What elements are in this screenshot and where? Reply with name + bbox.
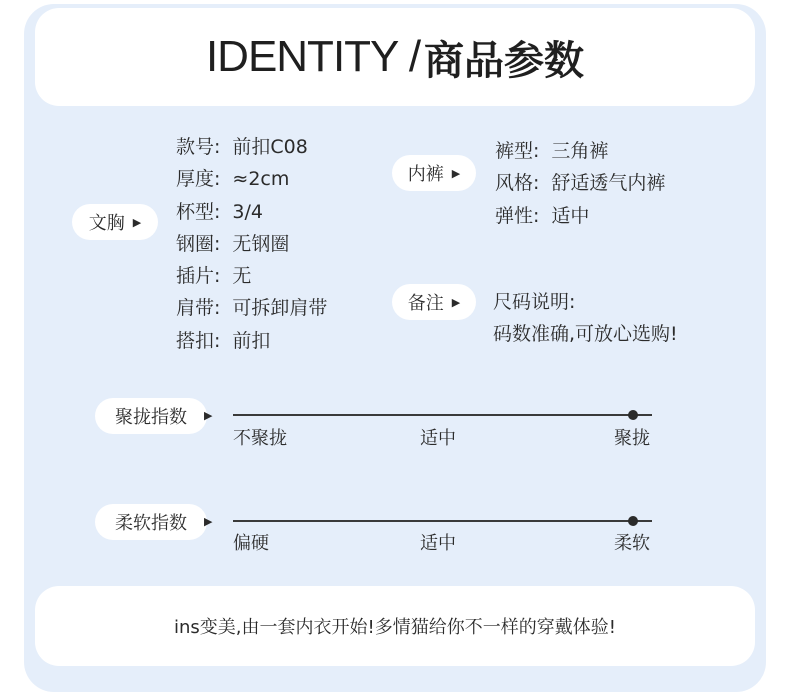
spec-key: 款号: <box>176 136 221 158</box>
spec-value: 无 <box>232 265 252 288</box>
play-arrow-icon: ▶ <box>132 215 142 229</box>
gather-index-track <box>233 414 652 416</box>
page-title-en: IDENTITY / <box>205 32 421 81</box>
softness-index-tag <box>95 504 207 540</box>
bra-spec-row <box>176 163 327 195</box>
spec-key: 插片: <box>176 265 221 288</box>
page-title-zh: 商品参数 <box>424 37 585 84</box>
spec-value: 舒适透气内裤 <box>551 172 666 195</box>
spec-key: 裤型: <box>495 140 540 162</box>
gather-index-label: 聚拢指数 <box>115 407 187 428</box>
spec-key: 钢圈: <box>176 232 221 255</box>
play-arrow-icon: ▶ <box>204 409 213 422</box>
spec-value: 无钢圈 <box>232 232 290 255</box>
softness-index-marker <box>628 516 638 526</box>
spec-value: 三角裤 <box>551 140 609 162</box>
notes-tag <box>392 284 476 320</box>
softness-index-track <box>233 520 652 522</box>
bra-spec-row <box>176 325 327 357</box>
panties-tag-label: 内裤 <box>407 164 444 185</box>
panties-spec-row <box>495 200 665 232</box>
spec-key: 风格: <box>495 172 540 195</box>
gather-index-marker <box>628 410 638 420</box>
play-arrow-icon: ▶ <box>451 166 461 180</box>
bra-tag <box>72 204 158 240</box>
bra-tag-label: 文胸 <box>88 213 125 234</box>
bra-spec-row <box>176 131 327 163</box>
gather-high-label: 聚拢 <box>614 428 650 449</box>
spec-value: ≈2cm <box>232 168 290 191</box>
softness-mid-label: 适中 <box>420 533 456 554</box>
play-arrow-icon: ▶ <box>451 295 461 309</box>
spec-key: 杯型: <box>176 200 221 223</box>
spec-key: 肩带: <box>176 297 221 320</box>
softness-high-label: 柔软 <box>614 533 650 554</box>
bra-spec-row <box>176 228 327 260</box>
bra-spec-row <box>176 196 327 228</box>
softness-low-label: 偏硬 <box>233 533 269 554</box>
footer-slogan: ins变美,由一套内衣开始!多情猫给你不一样的穿戴体验! <box>174 617 616 638</box>
bra-spec-row <box>176 260 327 292</box>
play-arrow-icon: ▶ <box>204 515 213 528</box>
title-card <box>35 8 755 106</box>
notes-text <box>493 286 678 350</box>
footer-card <box>35 586 755 666</box>
notes-tag-label: 备注 <box>407 293 444 314</box>
panties-spec-row <box>495 167 665 199</box>
spec-value: 前扣 <box>232 329 271 352</box>
size-note-body: 码数准确,可放心选购! <box>493 323 678 345</box>
gather-mid-label: 适中 <box>420 428 456 449</box>
spec-value: 适中 <box>551 204 590 227</box>
spec-key: 弹性: <box>495 204 540 227</box>
softness-index-label: 柔软指数 <box>115 513 187 534</box>
spec-key: 厚度: <box>176 168 221 191</box>
bra-spec-row <box>176 292 327 324</box>
size-note-heading: 尺码说明: <box>493 291 576 313</box>
spec-key: 搭扣: <box>176 329 221 352</box>
bra-spec-list <box>176 131 327 357</box>
spec-value: 前扣C08 <box>232 136 308 158</box>
panties-spec-list <box>495 135 665 232</box>
spec-value: 可拆卸肩带 <box>232 297 328 320</box>
panties-tag <box>392 155 476 191</box>
gather-index-tag <box>95 398 207 434</box>
spec-value: 3/4 <box>232 200 263 223</box>
panties-spec-row <box>495 135 665 167</box>
gather-low-label: 不聚拢 <box>233 428 287 449</box>
